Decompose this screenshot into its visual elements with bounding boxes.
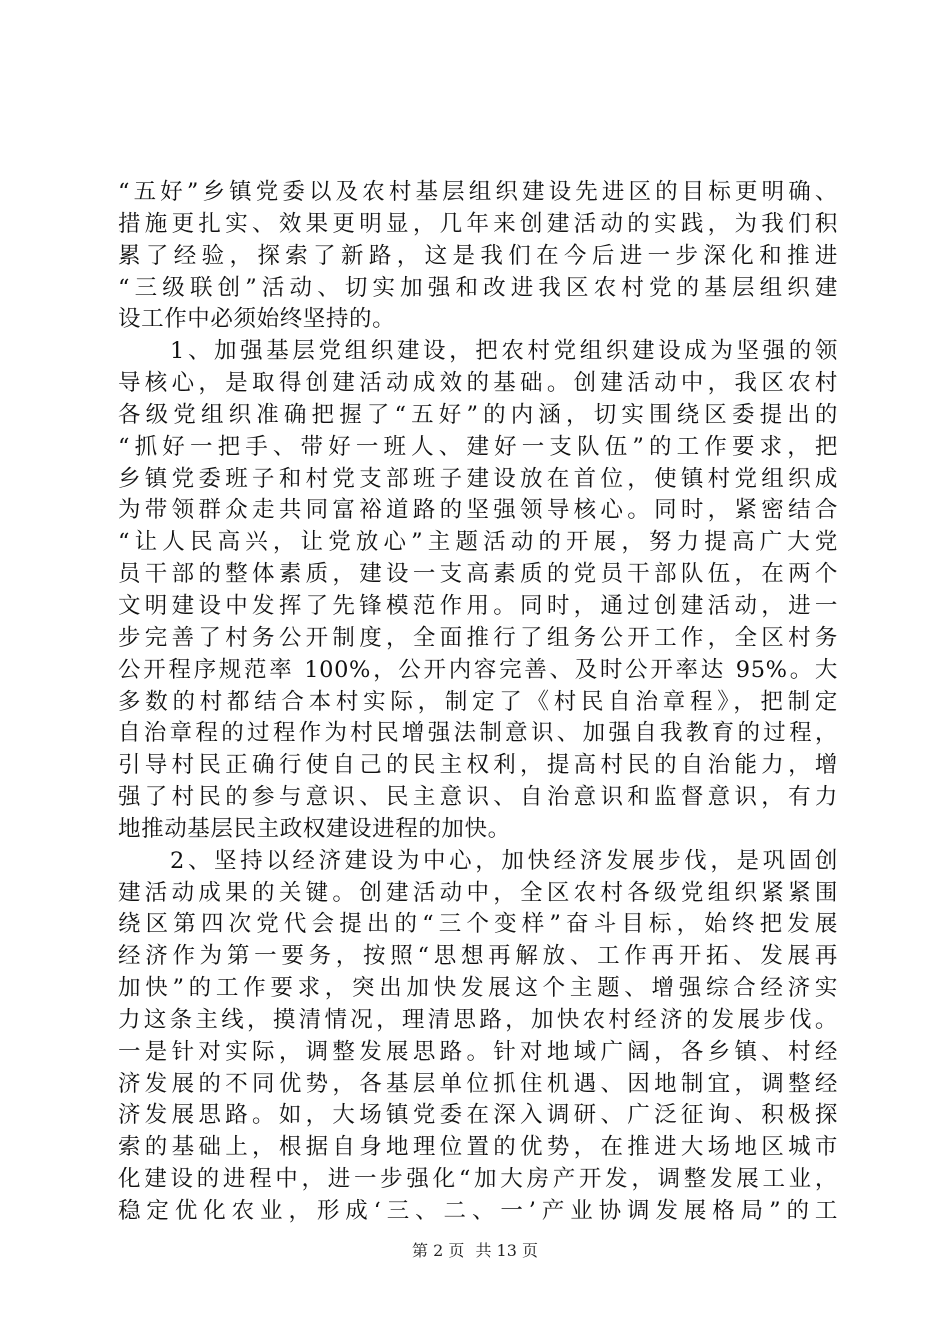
text-line: 2、坚持以经济建设为中心，加快经济发展步伐，是巩固创 bbox=[170, 847, 838, 874]
text-line: 为带领群众走共同富裕道路的坚强领导核心。同时，紧密结合 bbox=[118, 497, 838, 524]
text-line: 力这条主线，摸清情况，理清思路，加快农村经济的发展步伐。 bbox=[118, 1006, 838, 1033]
text-line: 步完善了村务公开制度，全面推行了组务公开工作，全区村务 bbox=[118, 624, 838, 651]
text-line: 多数的村都结合本村实际，制定了《村民自治章程》，把制定 bbox=[118, 688, 838, 715]
text-line: 稳定优化农业，形成‘三、二、一’产业协调发展格局”的工 bbox=[118, 1198, 838, 1224]
text-line: “让人民高兴，让党放心”主题活动的开展，努力提高广大党 bbox=[118, 529, 838, 556]
text-line: 济发展思路。如，大场镇党委在深入调研、广泛征询、积极探 bbox=[118, 1102, 838, 1129]
text-line: 自治章程的过程作为村民增强法制意识、加强自我教育的过程， bbox=[118, 720, 838, 747]
text-line: 强了村民的参与意识、民主意识、自治意识和监督意识，有力 bbox=[118, 784, 838, 811]
text-line: 累了经验，探索了新路，这是我们在今后进一步深化和推进 bbox=[118, 242, 838, 269]
text-line: 索的基础上，根据自身地理位置的优势，在推进大场地区城市 bbox=[118, 1134, 838, 1161]
text-line: 措施更扎实、效果更明显，几年来创建活动的实践，为我们积 bbox=[118, 210, 838, 237]
text-line: 文明建设中发挥了先锋模范作用。同时，通过创建活动，进一 bbox=[118, 592, 838, 619]
text-line: 1、加强基层党组织建设，把农村党组织建设成为坚强的领 bbox=[170, 338, 838, 365]
text-line: 一是针对实际，调整发展思路。针对地域广阔，各乡镇、村经 bbox=[118, 1038, 838, 1065]
page-number: 第 2 页 bbox=[412, 1241, 465, 1260]
page-total: 共 13 页 bbox=[475, 1241, 538, 1260]
text-line: 地推动基层民主政权建设进程的加快。 bbox=[118, 815, 511, 842]
text-line: 引导村民正确行使自己的民主权利，提高村民的自治能力，增 bbox=[118, 752, 838, 779]
text-line: 经济作为第一要务，按照“思想再解放、工作再开拓、发展再 bbox=[118, 943, 838, 970]
text-line: 导核心，是取得创建活动成效的基础。创建活动中，我区农村 bbox=[118, 370, 838, 397]
text-line: 设工作中必须始终坚持的。 bbox=[118, 306, 396, 333]
text-line: 济发展的不同优势，各基层单位抓住机遇、因地制宜，调整经 bbox=[118, 1070, 838, 1097]
text-line: 员干部的整体素质，建设一支高素质的党员干部队伍，在两个 bbox=[118, 561, 838, 588]
page-footer bbox=[0, 1241, 950, 1261]
text-line: 绕区第四次党代会提出的“三个变样”奋斗目标，始终把发展 bbox=[118, 911, 838, 938]
text-line: 乡镇党委班子和村党支部班子建设放在首位，使镇村党组织成 bbox=[118, 465, 838, 492]
text-line: 建活动成果的关键。创建活动中，全区农村各级党组织紧紧围 bbox=[118, 879, 838, 906]
text-line: 公开程序规范率 100%，公开内容完善、及时公开率达 95%。大 bbox=[118, 656, 838, 683]
text-line: “三级联创”活动、切实加强和改进我区农村党的基层组织建 bbox=[118, 274, 838, 301]
text-line: “五好”乡镇党委以及农村基层组织建设先进区的目标更明确、 bbox=[118, 179, 838, 205]
text-line: “抓好一把手、带好一班人、建好一支队伍”的工作要求，把 bbox=[118, 433, 838, 460]
document-body bbox=[118, 177, 838, 1228]
text-line: 各级党组织准确把握了“五好”的内涵，切实围绕区委提出的 bbox=[118, 401, 838, 428]
text-line: 加快”的工作要求，突出加快发展这个主题、增强综合经济实 bbox=[118, 975, 838, 1002]
text-line: 化建设的进程中，进一步强化“加大房产开发，调整发展工业， bbox=[118, 1166, 838, 1193]
